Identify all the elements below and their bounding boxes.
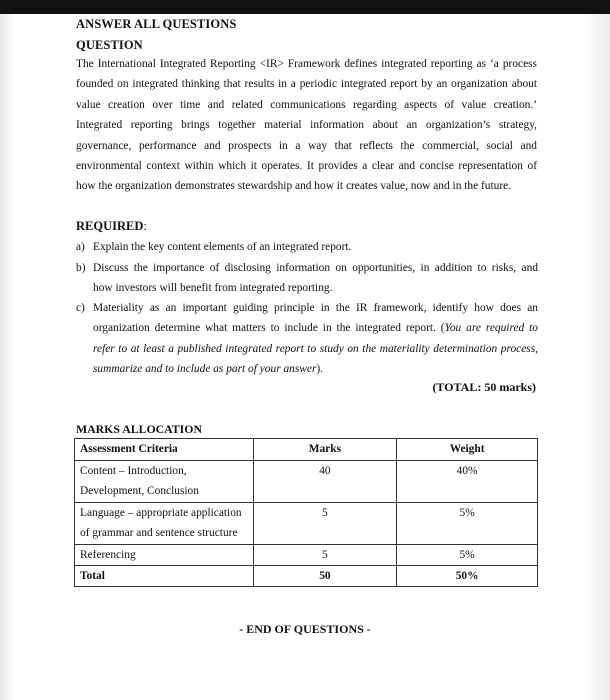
item-label: b) [76, 262, 86, 274]
total-marks: (TOTAL: 50 marks) [432, 380, 536, 394]
marks-cell: 40 [253, 461, 397, 503]
paragraph-line: Integrated reporting brings together material information about an organization’s strategy, [76, 119, 537, 132]
question-paragraph [76, 54, 537, 197]
criteria-line: Language – appropriate application [80, 506, 242, 519]
marks-cell: 5 [253, 544, 397, 565]
item-line: Materiality as an important guiding principle in the IR framework, identify how does an [93, 302, 538, 314]
question-heading: QUESTION [76, 38, 143, 52]
item-line: refer to at least a published integrated report to study on the materiality determination process, [93, 342, 538, 355]
paragraph-line: value creation over time and related communications regarding aspects of value creation.’ [76, 98, 537, 111]
marks-cell: 5 [253, 502, 397, 544]
required-heading [76, 219, 147, 234]
item-label: a) [76, 241, 85, 253]
table-row [75, 461, 538, 503]
weight-cell: 5% [397, 502, 538, 544]
required-colon: : [143, 219, 147, 233]
column-header-marks: Marks [253, 439, 397, 461]
total-marks-cell: 50 [253, 566, 397, 587]
paragraph-line: environmental context within which it operates. It provides a clear and concise representation of [76, 159, 537, 172]
marks-allocation-heading: MARKS ALLOCATION [76, 422, 202, 436]
column-header-criteria: Assessment Criteria [75, 439, 254, 461]
criteria-cell [75, 461, 254, 503]
criteria-cell: Referencing [75, 544, 254, 565]
item-line [93, 359, 538, 379]
table-row [75, 544, 538, 565]
item-line: Discuss the importance of disclosing information on opportunities, in addition to risks, and [93, 262, 538, 274]
end-of-questions: - END OF QUESTIONS - [239, 622, 371, 636]
criteria-line: of grammar and sentence structure [80, 527, 238, 540]
item-line-tail: ). [316, 363, 324, 376]
paragraph-line: founded on integrated thinking that results in a periodic integrated report by an organization about [76, 78, 537, 91]
table-row [75, 502, 538, 544]
item-line-plain: organization determine what matters to include in the integrated report. ( [93, 322, 445, 335]
table-header-row [75, 439, 538, 461]
weight-cell: 40% [397, 461, 538, 503]
item-line-italic: You are required to [444, 322, 538, 335]
required-label: REQUIRED [76, 219, 144, 233]
paragraph-line: governance, performance and prospects in a way that reflects the commercial, social and [76, 139, 537, 152]
marks-table [74, 438, 538, 587]
item-line [93, 318, 538, 338]
item-line: how investors will benefit from integrated reporting. [93, 282, 333, 295]
criteria-line: Content – Introduction, [80, 465, 187, 477]
column-header-weight: Weight [397, 439, 538, 461]
total-weight-cell: 50% [397, 566, 538, 587]
table-total-row [75, 566, 538, 587]
item-label: c) [76, 302, 85, 314]
criteria-line: Development, Conclusion [80, 485, 199, 498]
item-line-italic: summarize and to include as part of your answer [93, 363, 317, 376]
instruction-heading: ANSWER ALL QUESTIONS [76, 17, 237, 31]
total-label-cell: Total [75, 566, 254, 587]
criteria-cell [75, 502, 254, 544]
paragraph-line: how the organization demonstrates stewardship and how it creates value, now and in the future. [76, 180, 512, 193]
weight-cell: 5% [397, 544, 538, 565]
item-line: Explain the key content elements of an integrated report. [93, 241, 352, 253]
paragraph-line: The International Integrated Reporting <IR> Framework defines integrated reporting as ‘a process [76, 58, 537, 70]
